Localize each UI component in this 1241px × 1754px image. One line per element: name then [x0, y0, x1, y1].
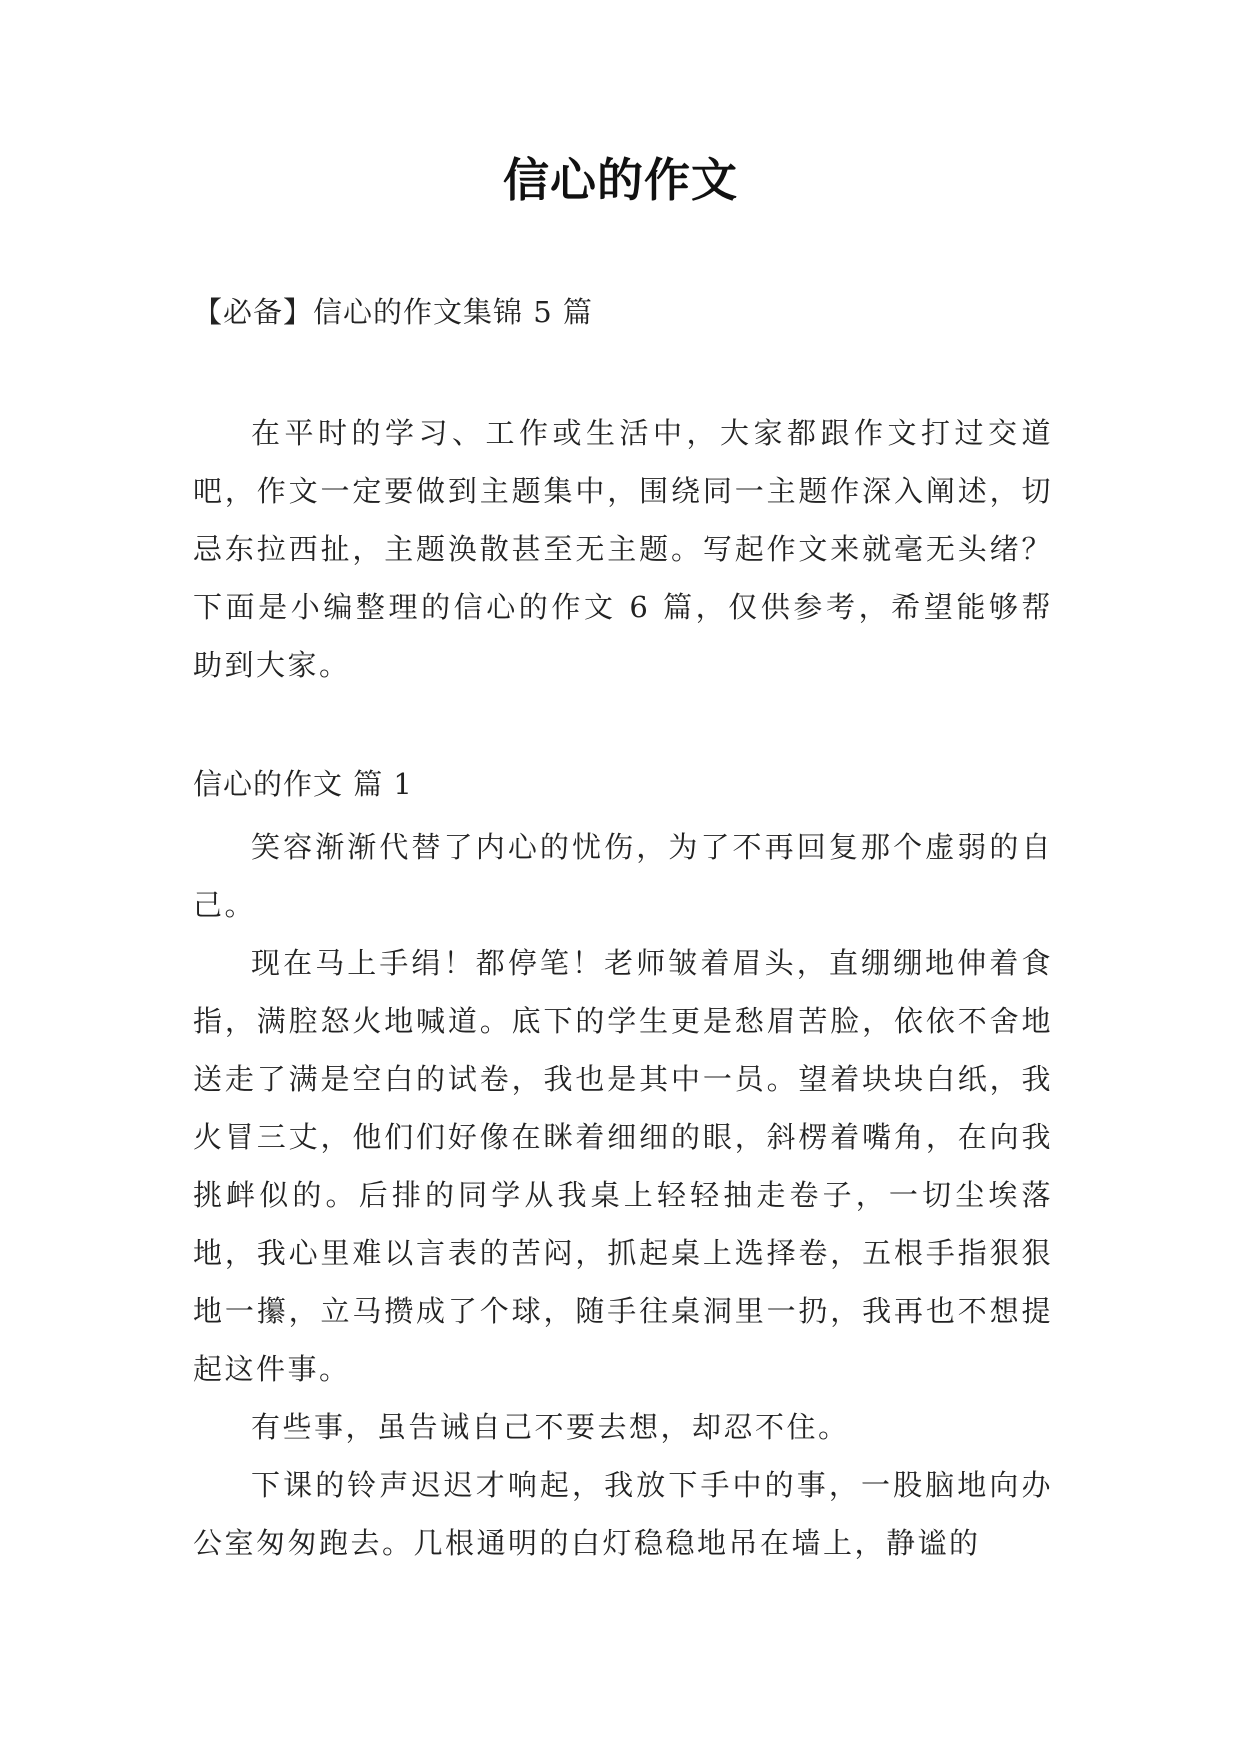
document-title: 信心的作文 — [503, 153, 738, 207]
essay-paragraph: 有些事，虽告诫自己不要去想，却忍不住。 — [251, 1410, 850, 1444]
intro-block — [193, 404, 1053, 694]
essay-paragraph: 下课的铃声迟迟才响起，我放下手中的事，一股脑地向办公室匆匆跑去。几根通明的白灯稳稳地吊在墙上，静谧的 — [193, 1468, 1053, 1560]
essay-body — [193, 818, 1053, 1572]
section-heading: 信心的作文 篇 1 — [193, 767, 413, 801]
document-subtitle: 【必备】信心的作文集锦 5 篇 — [193, 295, 593, 329]
intro-paragraph: 在平时的学习、工作或生活中，大家都跟作文打过交道吧，作文一定要做到主题集中，围绕同一主题作深入阐述，切忌东拉西扯，主题涣散甚至无主题。写起作文来就毫无头绪？下面是小编整理的信心的作文 6 篇，仅供参考，希望能够帮助到大家。 — [193, 416, 1053, 682]
essay-paragraph: 笑容渐渐代替了内心的忧伤，为了不再回复那个虚弱的自己。 — [193, 830, 1053, 922]
essay-paragraph: 现在马上手绢！都停笔！老师皱着眉头，直绷绷地伸着食指，满腔怒火地喊道。底下的学生更是愁眉苦脸，依依不舍地送走了满是空白的试卷，我也是其中一员。望着块块白纸，我火冒三丈，他们们好像在眯着细细的眼，斜楞着嘴角，在向我挑衅似的。后排的同学从我桌上轻轻抽走卷子，一切尘埃落地，我心里难以言表的苦闷，抓起桌上选择卷，五根手指狠狠地一攥，立马攒成了个球，随手往桌洞里一扔，我再也不想提起这件事。 — [193, 946, 1053, 1386]
